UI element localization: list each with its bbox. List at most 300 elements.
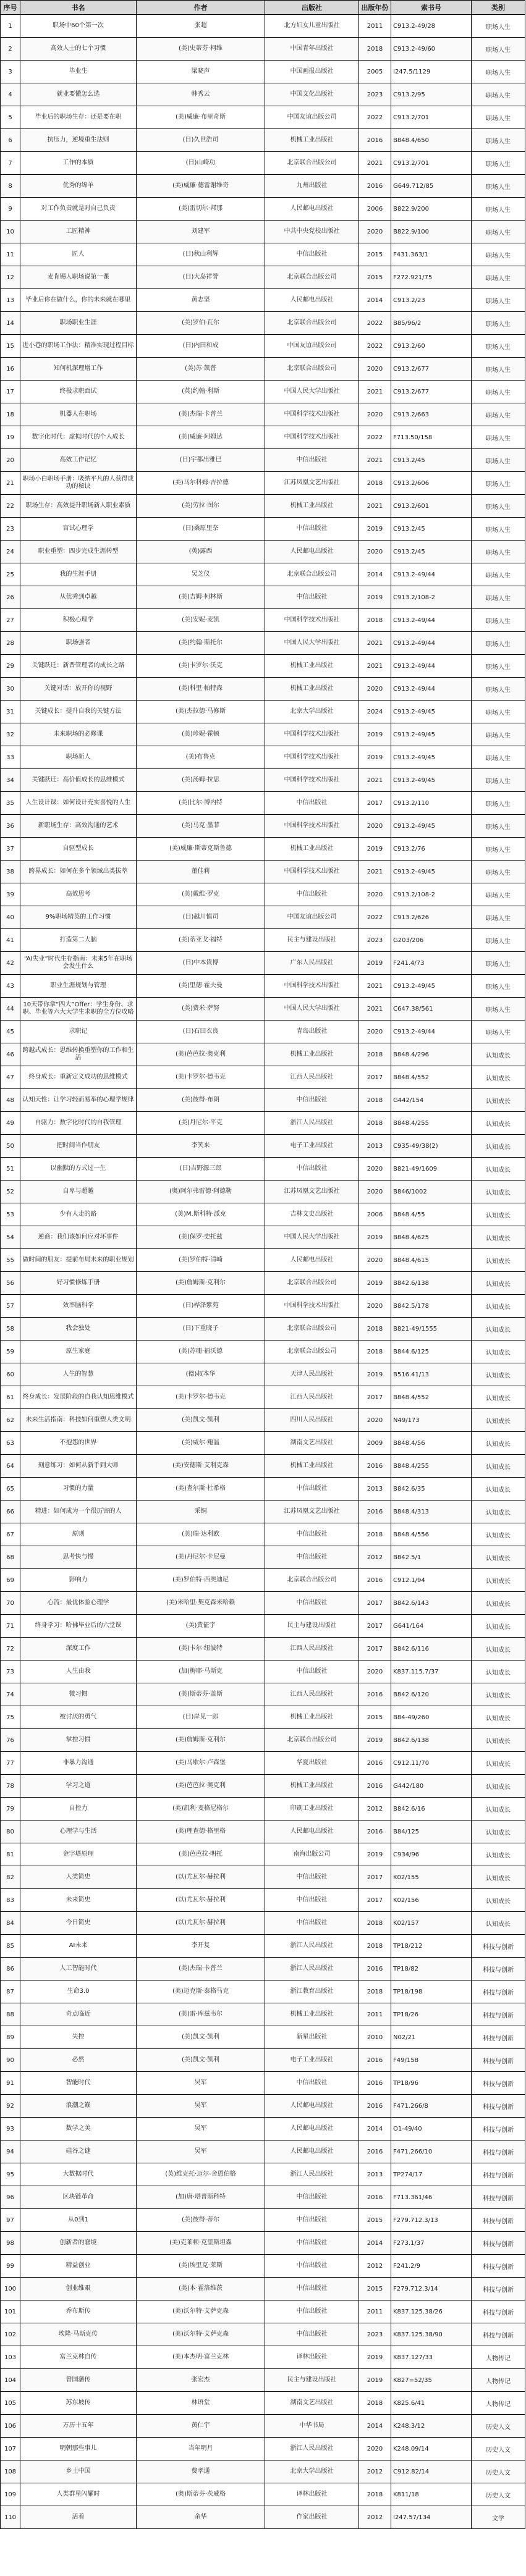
- call-number: B842.6/138: [391, 1272, 472, 1295]
- table-row: [1, 449, 525, 472]
- book-author: (日)宇都出雅巳: [137, 449, 265, 472]
- row-number: 36: [1, 815, 20, 838]
- book-title: 原则: [20, 1523, 137, 1546]
- book-category: 认知成长: [472, 1089, 525, 1112]
- book-author: (美)杰瑞·卡普兰: [137, 1958, 265, 1980]
- call-number: F713.50/158: [391, 426, 472, 449]
- table-row: [1, 518, 525, 541]
- row-number: 5: [1, 106, 20, 129]
- book-title: 工匠精神: [20, 221, 137, 243]
- call-number: C913.2-49/44: [391, 678, 472, 701]
- book-category: 职场人生: [472, 403, 525, 426]
- book-author: (美)蒂亚戈·福特: [137, 929, 265, 952]
- book-author: (美)里德·霍夫曼: [137, 975, 265, 998]
- book-author: (美)斯蒂芬·盖斯: [137, 1683, 265, 1706]
- row-number: 1: [1, 15, 20, 38]
- book-category: 认知成长: [472, 1592, 525, 1615]
- call-number: TP18/26: [391, 2003, 472, 2026]
- table-row: [1, 701, 525, 723]
- table-row: [1, 1363, 525, 1386]
- book-author: (美)罗伯特·清崎: [137, 1249, 265, 1272]
- call-number: C913.2/108-2: [391, 883, 472, 906]
- table-row: [1, 1295, 525, 1318]
- book-title: 毕业后你在做什么，你的未来就在哪里: [20, 289, 137, 312]
- table-row: [1, 403, 525, 426]
- publish-year: 2016: [359, 2186, 391, 2209]
- call-number: F279.712.3/13: [391, 2209, 472, 2232]
- book-publisher: 机械工业出版社: [265, 1706, 359, 1729]
- row-number: 57: [1, 1295, 20, 1318]
- table-row: [1, 175, 525, 198]
- row-number: 99: [1, 2255, 20, 2278]
- book-category: 历史人文: [472, 2483, 525, 2506]
- book-category: 认知成长: [472, 1295, 525, 1318]
- book-title: 高效工作记忆: [20, 449, 137, 472]
- book-title: 终身学习：哈佛毕业后的六堂课: [20, 1615, 137, 1638]
- row-number: 15: [1, 335, 20, 358]
- call-number: C913.2-49/44: [391, 1021, 472, 1043]
- book-publisher: 人民邮电出版社: [265, 1249, 359, 1272]
- row-number: 102: [1, 2323, 20, 2346]
- call-number: B842.6/35: [391, 1478, 472, 1501]
- call-number: B846/1002: [391, 1181, 472, 1203]
- book-author: (美)劳拉·图尔: [137, 495, 265, 518]
- publish-year: 2019: [359, 1226, 391, 1249]
- publish-year: 2014: [359, 289, 391, 312]
- book-author: (美)珍妮·霍顿: [137, 723, 265, 746]
- book-publisher: 中信出版社: [265, 586, 359, 609]
- publish-year: 2016: [359, 2140, 391, 2163]
- book-publisher: 中国科学技术出版社: [265, 1295, 359, 1318]
- book-author: (美)凯文·凯利: [137, 2049, 265, 2072]
- book-title: 高效人士的七个习惯: [20, 38, 137, 61]
- book-category: 认知成长: [472, 1615, 525, 1638]
- book-title: 富兰克林自传: [20, 2346, 137, 2369]
- table-row: [1, 2323, 525, 2346]
- book-title: 职场中60个第一次: [20, 15, 137, 38]
- book-publisher: 北京联合出版公司: [265, 312, 359, 335]
- publish-year: 2020: [359, 1158, 391, 1181]
- book-publisher: 吉林文史出版社: [265, 1203, 359, 1226]
- book-title: 明朝那些事儿: [20, 2438, 137, 2460]
- book-author: (日)桦泽紫苑: [137, 1295, 265, 1318]
- row-number: 34: [1, 769, 20, 792]
- book-category: 认知成长: [472, 1386, 525, 1409]
- call-number: F272.921/75: [391, 266, 472, 289]
- table-row: [1, 1820, 525, 1843]
- book-title: 关键跃迁：新晋管理者的成长之路: [20, 655, 137, 678]
- book-author: (美)卡罗尔·沃克: [137, 655, 265, 678]
- book-publisher: 中国科学技术出版社: [265, 723, 359, 746]
- call-number: C647.38/561: [391, 998, 472, 1021]
- book-category: 认知成长: [472, 1501, 525, 1523]
- book-category: 职场人生: [472, 221, 525, 243]
- row-number: 68: [1, 1546, 20, 1569]
- book-title: 职业生涯规划与管理: [20, 975, 137, 998]
- publish-year: 2021: [359, 632, 391, 655]
- book-category: 职场人生: [472, 883, 525, 906]
- book-author: (德)叔本华: [137, 1363, 265, 1386]
- publish-year: 2021: [359, 861, 391, 883]
- book-category: 认知成长: [472, 1318, 525, 1341]
- publish-year: 2012: [359, 1546, 391, 1569]
- publish-year: 2019: [359, 723, 391, 746]
- publish-year: 2020: [359, 1181, 391, 1203]
- publish-year: 2018: [359, 1523, 391, 1546]
- row-number: 39: [1, 883, 20, 906]
- row-number: 97: [1, 2209, 20, 2232]
- book-title: 做时间的朋友：提前布局未来的职业规划: [20, 1249, 137, 1272]
- book-category: 职场人生: [472, 975, 525, 998]
- table-row: [1, 2415, 525, 2438]
- book-publisher: 中信出版社: [265, 2278, 359, 2300]
- row-number: 18: [1, 403, 20, 426]
- book-publisher: 浙江人民出版社: [265, 1112, 359, 1135]
- book-author: (美)杰拉德·马修斯: [137, 701, 265, 723]
- row-number: 45: [1, 1021, 20, 1043]
- row-number: 74: [1, 1683, 20, 1706]
- book-title: 浪潮之巅: [20, 2095, 137, 2118]
- book-title: 以幽默的方式过一生: [20, 1158, 137, 1181]
- book-publisher: 人民邮电出版社: [265, 1820, 359, 1843]
- table-row: [1, 2026, 525, 2049]
- table-row: [1, 1226, 525, 1249]
- book-author: 韩秀云: [137, 83, 265, 106]
- publish-year: 2018: [359, 1089, 391, 1112]
- row-number: 48: [1, 1089, 20, 1112]
- table-row: [1, 861, 525, 883]
- book-title: 原生家庭: [20, 1341, 137, 1363]
- book-publisher: 机械工业出版社: [265, 678, 359, 701]
- call-number: F241.2/9: [391, 2255, 472, 2278]
- publish-year: 2020: [359, 1021, 391, 1043]
- book-publisher: 中信出版社: [265, 1523, 359, 1546]
- book-category: 认知成长: [472, 1752, 525, 1775]
- book-category: 人物传记: [472, 2369, 525, 2392]
- table-row: [1, 472, 525, 495]
- book-category: 职场人生: [472, 266, 525, 289]
- publish-year: 2010: [359, 2026, 391, 2049]
- publish-year: 2012: [359, 2255, 391, 2278]
- row-number: 25: [1, 563, 20, 586]
- book-category: 科技与创新: [472, 1958, 525, 1980]
- publish-year: 2022: [359, 312, 391, 335]
- book-publisher: 北京联合出版公司: [265, 563, 359, 586]
- table-row: [1, 221, 525, 243]
- book-category: 科技与创新: [472, 2278, 525, 2300]
- call-number: B848.4/625: [391, 1226, 472, 1249]
- row-number: 54: [1, 1226, 20, 1249]
- book-author: (美)凯利·麦格尼格尔: [137, 1798, 265, 1820]
- book-title: 从0到1: [20, 2209, 137, 2232]
- call-number: F713.361/46: [391, 2186, 472, 2209]
- book-publisher: 中信出版社: [265, 2186, 359, 2209]
- book-title: 关键成长：提升自我的关键方法: [20, 701, 137, 723]
- row-number: 82: [1, 1866, 20, 1889]
- book-category: 认知成长: [472, 1226, 525, 1249]
- publish-year: 2016: [359, 1501, 391, 1523]
- book-title: 人生设计课：如何设计充实喜悦的人生: [20, 792, 137, 815]
- book-author: (美)威廉·斯蒂克斯鲁德: [137, 838, 265, 861]
- book-author: (美)彼得·蒂尔: [137, 2209, 265, 2232]
- book-publisher: 中信出版社: [265, 2323, 359, 2346]
- book-publisher: 中国文化出版社: [265, 83, 359, 106]
- book-title: 乡土中国: [20, 2460, 137, 2483]
- call-number: C913.2-49/45: [391, 975, 472, 998]
- publish-year: 2016: [359, 175, 391, 198]
- book-publisher: 人民邮电出版社: [265, 2095, 359, 2118]
- book-author: (日)秋山利辉: [137, 243, 265, 266]
- book-publisher: 中国友谊出版公司: [265, 106, 359, 129]
- call-number: O1-49/40: [391, 2118, 472, 2140]
- row-number: 106: [1, 2415, 20, 2438]
- book-category: 职场人生: [472, 906, 525, 929]
- call-number: C913.2/626: [391, 906, 472, 929]
- table-row: [1, 815, 525, 838]
- publish-year: 2018: [359, 1112, 391, 1135]
- row-number: 55: [1, 1249, 20, 1272]
- book-category: 认知成长: [472, 1912, 525, 1935]
- call-number: B84-49/260: [391, 1706, 472, 1729]
- row-number: 63: [1, 1432, 20, 1455]
- book-title: 奇点临近: [20, 2003, 137, 2026]
- book-author: (美)费米·萨努: [137, 998, 265, 1021]
- book-publisher: 中信出版社: [265, 2255, 359, 2278]
- book-category: 认知成长: [472, 1158, 525, 1181]
- publish-year: 2016: [359, 1569, 391, 1592]
- book-author: 董佳莉: [137, 861, 265, 883]
- book-category: 职场人生: [472, 861, 525, 883]
- table-row: [1, 1569, 525, 1592]
- book-title: 麦肯锡人职场说第一课: [20, 266, 137, 289]
- book-author: (英)约翰·利斯: [137, 381, 265, 403]
- call-number: C913.2-49/44: [391, 655, 472, 678]
- table-row: [1, 723, 525, 746]
- book-category: 认知成长: [472, 1798, 525, 1820]
- book-publisher: 中信出版社: [265, 518, 359, 541]
- call-number: C913.2-49/45: [391, 769, 472, 792]
- book-title: 自驱型成长: [20, 838, 137, 861]
- table-row: [1, 952, 525, 975]
- call-number: K02/157: [391, 1912, 472, 1935]
- table-row: [1, 1592, 525, 1615]
- publish-year: 2020: [359, 541, 391, 563]
- book-author: (日)久世浩司: [137, 129, 265, 152]
- call-number: C913.2/601: [391, 495, 472, 518]
- book-title: 求职记: [20, 1021, 137, 1043]
- book-title: 未来简史: [20, 1889, 137, 1912]
- call-number: G641/164: [391, 1615, 472, 1638]
- publish-year: 2006: [359, 1203, 391, 1226]
- call-number: C913.2/45: [391, 449, 472, 472]
- book-publisher: 中国科学技术出版社: [265, 403, 359, 426]
- publish-year: 2018: [359, 1980, 391, 2003]
- table-row: [1, 358, 525, 381]
- book-category: 科技与创新: [472, 2255, 525, 2278]
- publish-year: 2019: [359, 838, 391, 861]
- book-author: (美)芭芭拉·明托: [137, 1843, 265, 1866]
- book-category: 科技与创新: [472, 2026, 525, 2049]
- book-title: 金字塔原理: [20, 1843, 137, 1866]
- publish-year: 2024: [359, 701, 391, 723]
- table-row: [1, 1203, 525, 1226]
- table-row: [1, 2255, 525, 2278]
- row-number: 94: [1, 2140, 20, 2163]
- table-row: [1, 655, 525, 678]
- call-number: G442/180: [391, 1775, 472, 1798]
- book-category: 科技与创新: [472, 2003, 525, 2026]
- book-publisher: 电子工业出版社: [265, 2049, 359, 2072]
- book-publisher: 机械工业出版社: [265, 129, 359, 152]
- book-title: 我的生涯手册: [20, 563, 137, 586]
- publish-year: 2009: [359, 1432, 391, 1455]
- book-publisher: 浙江人民出版社: [265, 2163, 359, 2186]
- book-category: 职场人生: [472, 495, 525, 518]
- book-publisher: 华夏出版社: [265, 1752, 359, 1775]
- book-author: (日)岸见一郎: [137, 1706, 265, 1729]
- row-number: 58: [1, 1318, 20, 1341]
- book-title: 跨界成长：如何在多个领域出类拔萃: [20, 861, 137, 883]
- book-title: 必然: [20, 2049, 137, 2072]
- publish-year: 2016: [359, 1683, 391, 1706]
- book-category: 认知成长: [472, 1569, 525, 1592]
- book-title: 区块链革命: [20, 2186, 137, 2209]
- book-publisher: 江西人民出版社: [265, 1066, 359, 1089]
- book-publisher: 北京联合出版公司: [265, 1729, 359, 1752]
- book-title: 机器人在职场: [20, 403, 137, 426]
- book-title: 刻意练习：如何从新手到大师: [20, 1455, 137, 1478]
- book-publisher: 北京联合出版公司: [265, 358, 359, 381]
- row-number: 69: [1, 1569, 20, 1592]
- book-author: (美)卡尔·纽波特: [137, 1638, 265, 1661]
- book-title: 终极求职面试: [20, 381, 137, 403]
- table-row: [1, 243, 525, 266]
- book-category: 职场人生: [472, 723, 525, 746]
- book-author: (美)马歇尔·卢森堡: [137, 1752, 265, 1775]
- book-title: 数字化时代：虚拟时代的个人成长: [20, 426, 137, 449]
- publish-year: 2021: [359, 381, 391, 403]
- table-row: [1, 1889, 525, 1912]
- book-title: 优秀的绵羊: [20, 175, 137, 198]
- book-publisher: 中国科学技术出版社: [265, 769, 359, 792]
- table-body: [1, 15, 525, 2529]
- book-author: (美)理查德·格里格: [137, 1820, 265, 1843]
- call-number: B842.6/16: [391, 1798, 472, 1820]
- book-author: (日)山崎功: [137, 152, 265, 175]
- row-number: 44: [1, 998, 20, 1021]
- book-title: 进小巷的职场工作法：精准实现过程目标: [20, 335, 137, 358]
- book-title: 职场职业生涯: [20, 312, 137, 335]
- book-author: (美)丹尼尔·卡尼曼: [137, 1546, 265, 1569]
- call-number: F471.266/8: [391, 2095, 472, 2118]
- row-number: 41: [1, 929, 20, 952]
- book-publisher: 广东人民出版社: [265, 952, 359, 975]
- row-number: 77: [1, 1752, 20, 1775]
- publish-year: 2017: [359, 1889, 391, 1912]
- table-row: [1, 2460, 525, 2483]
- table-row: [1, 1683, 525, 1706]
- book-publisher: 新星出版社: [265, 2026, 359, 2049]
- row-number: 84: [1, 1912, 20, 1935]
- call-number: B822.9/100: [391, 221, 472, 243]
- table-row: [1, 998, 525, 1021]
- book-title: 万历十五年: [20, 2415, 137, 2438]
- book-publisher: 湖南文艺出版社: [265, 2392, 359, 2415]
- book-author: (美)查尔斯·杜希格: [137, 1478, 265, 1501]
- row-number: 79: [1, 1798, 20, 1820]
- publish-year: 2017: [359, 1866, 391, 1889]
- publish-year: 2017: [359, 1066, 391, 1089]
- book-category: 科技与创新: [472, 2118, 525, 2140]
- table-row: [1, 746, 525, 769]
- table-row: [1, 1021, 525, 1043]
- book-title: 精益创业: [20, 2255, 137, 2278]
- row-number: 59: [1, 1341, 20, 1363]
- table-row: [1, 2163, 525, 2186]
- table-row: [1, 2003, 525, 2026]
- book-publisher: 南海出版公司: [265, 1843, 359, 1866]
- table-row: [1, 381, 525, 403]
- call-number: TP18/82: [391, 1958, 472, 1980]
- book-category: 职场人生: [472, 1021, 525, 1043]
- table-row: [1, 1249, 525, 1272]
- row-number: 104: [1, 2369, 20, 2392]
- row-number: 76: [1, 1729, 20, 1752]
- book-publisher: 中信出版社: [265, 449, 359, 472]
- book-title: 职业重塑：四步完成生涯转型: [20, 541, 137, 563]
- row-number: 105: [1, 2392, 20, 2415]
- table-row: [1, 2392, 525, 2415]
- book-category: 认知成长: [472, 1866, 525, 1889]
- book-title: 不抱怨的世界: [20, 1432, 137, 1455]
- header-category: 类别: [472, 1, 525, 15]
- book-category: 认知成长: [472, 1455, 525, 1478]
- book-publisher: 江西人民出版社: [265, 1386, 359, 1409]
- book-publisher: 中信出版社: [265, 883, 359, 906]
- table-row: [1, 1455, 525, 1478]
- call-number: C913.2-49/45: [391, 746, 472, 769]
- book-author: (美)凯文·凯利: [137, 1409, 265, 1432]
- table-row: [1, 1341, 525, 1363]
- row-number: 61: [1, 1386, 20, 1409]
- row-number: 13: [1, 289, 20, 312]
- row-number: 2: [1, 38, 20, 61]
- publish-year: 2020: [359, 883, 391, 906]
- book-title: 失控: [20, 2026, 137, 2049]
- book-publisher: 中信出版社: [265, 792, 359, 815]
- book-author: (美)威廉·布里奇斯: [137, 106, 265, 129]
- publish-year: 2022: [359, 426, 391, 449]
- table-row: [1, 1478, 525, 1501]
- row-number: 91: [1, 2072, 20, 2095]
- book-category: 职场人生: [472, 335, 525, 358]
- table-row: [1, 2209, 525, 2232]
- book-category: 职场人生: [472, 838, 525, 861]
- row-number: 64: [1, 1455, 20, 1478]
- call-number: B848.4/255: [391, 1112, 472, 1135]
- publish-year: 2019: [359, 586, 391, 609]
- publish-year: 2018: [359, 1912, 391, 1935]
- call-number: C913.2-49/45: [391, 815, 472, 838]
- table-row: [1, 2278, 525, 2300]
- table-row: [1, 1501, 525, 1523]
- book-author: (以)尤瓦尔·赫拉利: [137, 1889, 265, 1912]
- book-publisher: 江苏凤凰文艺出版社: [265, 472, 359, 495]
- call-number: I247.5/1129: [391, 61, 472, 83]
- book-title: 终身成长：重新定义成功的思维模式: [20, 1066, 137, 1089]
- book-category: 认知成长: [472, 1775, 525, 1798]
- book-author: (美)保罗·史托兹: [137, 1226, 265, 1249]
